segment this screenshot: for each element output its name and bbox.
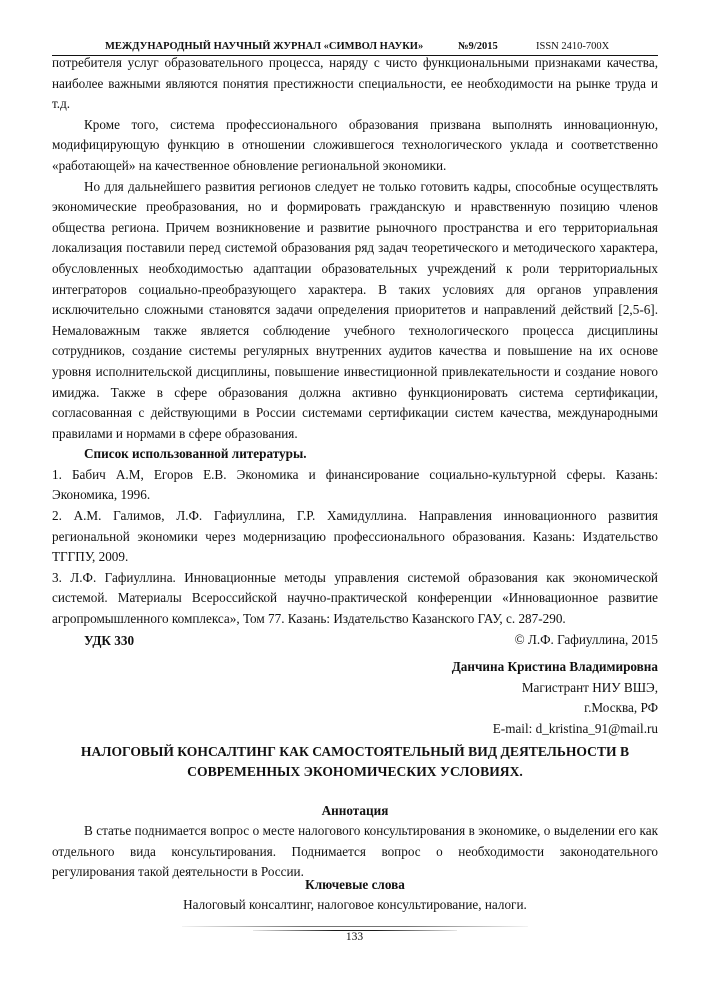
author-name: Данчина Кристина Владимировна [451,659,658,674]
abstract [52,821,658,883]
author-email: E-mail: d_kristina_91@mail.ru [492,720,658,736]
copyright-notice: © Л.Ф. Гафиуллина, 2015 [514,631,658,647]
article-title-line: СОВРЕМЕННЫХ ЭКОНОМИЧЕСКИХ УСЛОВИЯХ. [187,764,523,779]
keywords-heading: Ключевые слова [305,877,405,892]
udk-code: УДК 330 [84,633,135,648]
author-position: Магистрант НИУ ВШЭ, [521,679,658,695]
author-block [452,657,658,739]
abstract-text: В статье поднимается вопрос о месте налогового консультирования в экономике, о выделении его как отдельного вида консультирования. Поднимается вопрос о необходимости законодательного регулирования такой деятельности в России. [52,823,658,880]
article-title-line: НАЛОГОВЫЙ КОНСАЛТИНГ КАК САМОСТОЯТЕЛЬНЫЙ ВИД ДЕЯТЕЛЬНОСТИ В [80,744,630,759]
issn: ISSN 2410-700X [536,41,610,52]
abstract-heading: Аннотация [321,803,389,818]
paragraph: потребителя услуг образовательного процесса, наряду с чисто функциональными признаками качества, наиболее важными являются понятия престижности специальности, ее необходимости на рынке труда и т.д. [52,55,658,112]
reference-item: 2. А.М. Галимов, Л.Ф. Гафиуллина, Г.Р. Хамидуллина. Направления инновационного развития региональной экономики через модернизацию профессионального образования. Казань: Издательство ТГГПУ, 2009. [52,508,658,565]
footer-divider [182,926,528,927]
author-city: г.Москва, РФ [584,700,658,716]
references-title: Список использованной литературы. [84,446,307,462]
journal-title: МЕЖДУНАРОДНЫЙ НАУЧНЫЙ ЖУРНАЛ «СИМВОЛ НАУКИ» [105,41,424,52]
issue-number: №9/2015 [458,41,498,52]
reference-item: 3. Л.Ф. Гафиуллина. Инновационные методы управления системой образования как экономической системой. Материалы Всероссийской научно-практической конференции «Инновационное развитие агропромышленного комплекса», Том 77. Казань: Издательство Казанского ГАУ, с. 287-290. [52,569,658,627]
paragraph: Кроме того, система профессионального образования призвана выполнять инновационную, модифицирующую функцию в отношении сложившегося технологического уклада и соответственно «работающей» на качественное обновление региональной экономики. [52,116,658,173]
previous-article-ending [52,53,658,650]
page-number: 133 [345,931,364,943]
reference-item: 1. Бабич А.М, Егоров Е.В. Экономика и финансирование социально-культурной сферы. Казань: Экономика, 1996. [52,466,658,503]
keywords-text: Налоговый консалтинг, налоговое консультирование, налоги. [183,897,527,912]
article-title [52,742,658,782]
paragraph: Но для дальнейшего развития регионов следует не только готовить кадры, способные осуществлять экономические преобразования, но и формировать гражданскую и нравственную позицию членов общества региона. Причем возникновение и развитие рыночного пространства и его территориальная локализация поставили перед системой образования ряд задач теоретического и методического характера, обусловленных необходимостью адаптации образовательных учреждений к роли территориальных интеграторов социально-преобразующего характера. В таких условиях для органов управления исключительно сложными становятся задачи определения приоритетов и направлений действий [2,5-6]. Немаловажным также является соблюдение учебного технологического процесса дисциплины сотрудников, создание системы регулярных внутренних аудитов качества и повышение на их основе уровня исполнительской дисциплины, повышение инвестиционной привлекательности и создание нового имиджа. Также в сфере образования должна активно функционировать система сертификации, согласованная с действующими в России системами сертификации систем качества, международными правилами и нормами в сфере образования. [52,178,658,441]
